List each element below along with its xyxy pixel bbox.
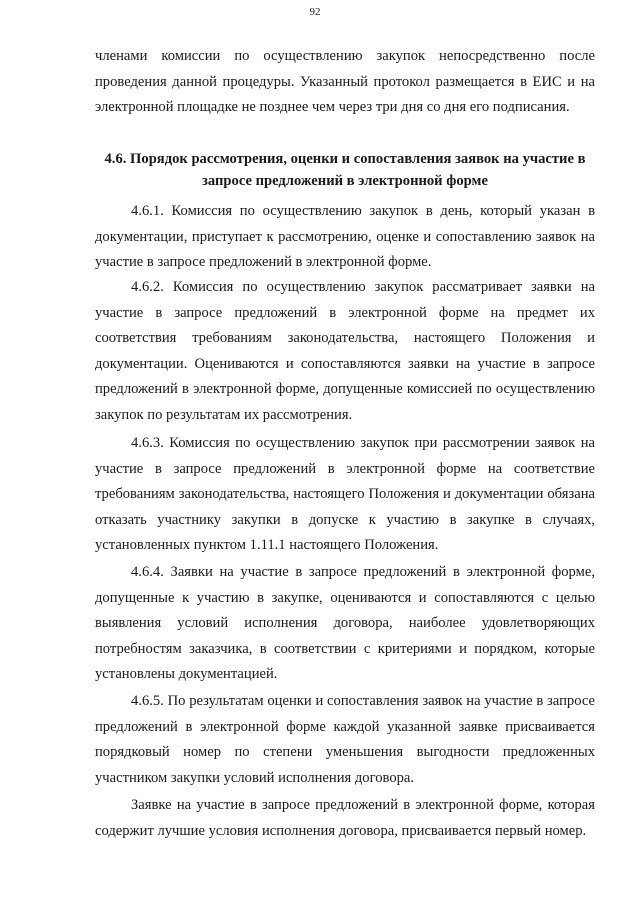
paragraph-4-6-5: 4.6.5. По результатам оценки и сопоставления заявок на участие в запросе предложений в электронной форме каждой указанной заявке присваивается порядковый номер по степени уменьшения выгодности предложенных участником закупки условий исполнения договора. bbox=[95, 693, 595, 786]
page-number: 92 bbox=[309, 6, 321, 18]
section-heading bbox=[95, 148, 595, 192]
paragraph-4-6-2: 4.6.2. Комиссия по осуществлению закупок рассматривает заявки на участие в запросе предложений в электронной форме на предмет их соответствия требованиям законодательства, настоящего Положения и документации. Оцениваются и сопоставляются заявки на участие в запросе предложений в электронной форме, допущенные комиссией по осуществлению закупок по результатам их рассмотрения. bbox=[95, 279, 595, 423]
paragraph-4-6-4: 4.6.4. Заявки на участие в запросе предложений в электронной форме, допущенные к участию в закупке, оцениваются и сопоставляются с целью выявления условий исполнения договора, наиболее удовлетворяющих потребностям заказчика, в соответствии с критериями и порядком, которые установлены документацией. bbox=[95, 564, 595, 682]
section-title: Порядок рассмотрения, оценки и сопоставления заявок на участие в запросе предложений в электронной форме bbox=[130, 151, 586, 189]
intro-paragraph: членами комиссии по осуществлению закупок непосредственно после проведения данной процедуры. Указанный протокол размещается в ЕИС и на электронной площадке не позднее чем через три дня со дня его подписания. bbox=[95, 48, 595, 115]
paragraph-first-number: Заявке на участие в запросе предложений в электронной форме, которая содержит лучшие условия исполнения договора, присваивается первый номер. bbox=[95, 797, 595, 839]
paragraph-4-6-1: 4.6.1. Комиссия по осуществлению закупок в день, который указан в документации, приступает к рассмотрению, оценке и сопоставлению заявок на участие в запросе предложений в электронной форме. bbox=[95, 203, 595, 270]
section-number: 4.6. bbox=[104, 151, 127, 167]
paragraph-4-6-3: 4.6.3. Комиссия по осуществлению закупок при рассмотрении заявок на участие в запросе предложений в электронной форме на соответствие требованиям законодательства, настоящего Положения и документации обязана отказать участнику закупки в допуске к участию в закупке в случаях, установленных пунктом 1.11.1 настоящего Положения. bbox=[95, 435, 595, 553]
